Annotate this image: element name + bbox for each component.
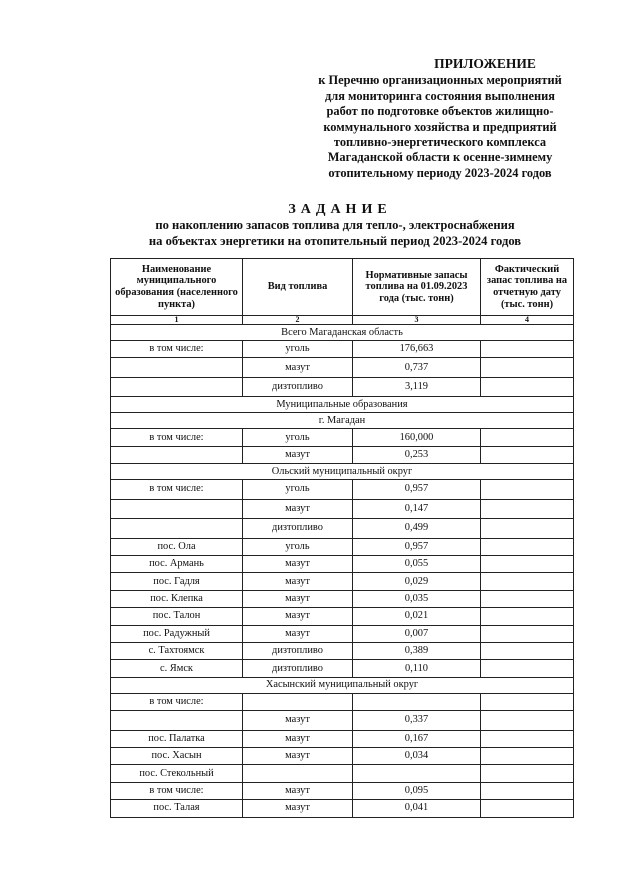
table-row: [111, 765, 574, 782]
municipality-cell: [111, 446, 243, 463]
actual-reserve-cell: [481, 499, 574, 519]
table-row: [111, 341, 574, 358]
norm-reserve-cell: 0,147: [353, 499, 481, 519]
table-row: [111, 429, 574, 446]
fuel-type-cell: мазут: [243, 556, 353, 573]
actual-reserve-cell: [481, 573, 574, 590]
table-row: [111, 782, 574, 799]
norm-reserve-cell: 0,029: [353, 573, 481, 590]
municipality-cell: в том числе:: [111, 480, 243, 500]
table-row: [111, 643, 574, 660]
norm-reserve-cell: 0,737: [353, 358, 481, 378]
column-number: 4: [481, 316, 574, 325]
fuel-type-cell: уголь: [243, 429, 353, 446]
table-body: [111, 325, 574, 818]
actual-reserve-cell: [481, 590, 574, 607]
fuel-reserves-table: [110, 258, 574, 818]
actual-reserve-cell: [481, 625, 574, 642]
municipality-cell: с. Ямск: [111, 660, 243, 677]
fuel-type-cell: мазут: [243, 590, 353, 607]
norm-reserve-cell: 0,007: [353, 625, 481, 642]
actual-reserve-cell: [481, 538, 574, 555]
fuel-type-cell: мазут: [243, 608, 353, 625]
norm-reserve-cell: 3,119: [353, 377, 481, 397]
task-title: ЗАДАНИЕ: [288, 202, 392, 217]
table-row: [111, 608, 574, 625]
municipality-cell: [111, 711, 243, 731]
table-row: [111, 730, 574, 747]
fuel-type-cell: мазут: [243, 446, 353, 463]
column-number: 3: [353, 316, 481, 325]
fuel-type-cell: [243, 693, 353, 710]
actual-reserve-cell: [481, 660, 574, 677]
appendix-block: [290, 56, 590, 181]
fuel-type-cell: мазут: [243, 782, 353, 799]
norm-reserve-cell: [353, 693, 481, 710]
appendix-line: Магаданской области к осенне-зимнему: [327, 150, 553, 165]
fuel-type-cell: мазут: [243, 358, 353, 378]
fuel-type-cell: мазут: [243, 625, 353, 642]
table-row: [111, 446, 574, 463]
fuel-type-cell: дизтопливо: [243, 660, 353, 677]
municipality-cell: пос. Ола: [111, 538, 243, 555]
norm-reserve-cell: 176,663: [353, 341, 481, 358]
actual-reserve-cell: [481, 608, 574, 625]
municipality-cell: пос. Армань: [111, 556, 243, 573]
norm-reserve-cell: [353, 765, 481, 782]
appendix-line: отопительному периоду 2023-2024 годов: [328, 165, 552, 180]
fuel-type-cell: мазут: [243, 499, 353, 519]
norm-reserve-cell: 0,041: [353, 800, 481, 817]
appendix-line: коммунального хозяйства и предприятий: [323, 119, 557, 134]
municipality-cell: пос. Радужный: [111, 625, 243, 642]
norm-reserve-cell: 160,000: [353, 429, 481, 446]
header-norm-reserve: Нормативные запасы топлива на 01.09.2023 года (тыс. тонн): [353, 259, 481, 316]
table-row: [111, 748, 574, 765]
norm-reserve-cell: 0,389: [353, 643, 481, 660]
fuel-type-cell: [243, 765, 353, 782]
header-municipality: Наименование муниципального образования (населенного пункта): [111, 259, 243, 316]
actual-reserve-cell: [481, 429, 574, 446]
norm-reserve-cell: 0,337: [353, 711, 481, 731]
fuel-type-cell: уголь: [243, 480, 353, 500]
fuel-type-cell: мазут: [243, 711, 353, 731]
fuel-type-cell: дизтопливо: [243, 519, 353, 539]
norm-reserve-cell: 0,957: [353, 538, 481, 555]
municipality-cell: в том числе:: [111, 693, 243, 710]
section-heading: Всего Магаданская область: [111, 325, 574, 341]
table-row: [111, 397, 574, 413]
column-number: 2: [243, 316, 353, 325]
task-subtitle-line: на объектах энергетики на отопительный период 2023-2024 годов: [148, 233, 522, 248]
table-row: [111, 677, 574, 693]
actual-reserve-cell: [481, 730, 574, 747]
table-row: [111, 480, 574, 500]
table-row: [111, 711, 574, 731]
fuel-type-cell: мазут: [243, 748, 353, 765]
actual-reserve-cell: [481, 519, 574, 539]
table-row: [111, 625, 574, 642]
section-heading: Хасынский муниципальный округ: [111, 677, 574, 693]
table-row: [111, 800, 574, 817]
table-row: [111, 660, 574, 677]
actual-reserve-cell: [481, 693, 574, 710]
appendix-line: топливно-энергетического комплекса: [333, 135, 547, 150]
norm-reserve-cell: 0,167: [353, 730, 481, 747]
header-fuel-type: Вид топлива: [243, 259, 353, 316]
actual-reserve-cell: [481, 643, 574, 660]
fuel-type-cell: уголь: [243, 341, 353, 358]
municipality-cell: [111, 499, 243, 519]
municipality-cell: пос. Клепка: [111, 590, 243, 607]
table-row: [111, 464, 574, 480]
column-number: 1: [111, 316, 243, 325]
actual-reserve-cell: [481, 556, 574, 573]
fuel-type-cell: мазут: [243, 730, 353, 747]
fuel-type-cell: уголь: [243, 538, 353, 555]
actual-reserve-cell: [481, 480, 574, 500]
municipality-cell: в том числе:: [111, 429, 243, 446]
table-row: [111, 556, 574, 573]
section-heading: Ольский муниципальный округ: [111, 464, 574, 480]
norm-reserve-cell: 0,110: [353, 660, 481, 677]
municipality-cell: в том числе:: [111, 341, 243, 358]
table-row: [111, 499, 574, 519]
table-row: [111, 413, 574, 429]
task-subtitle: [100, 218, 570, 249]
norm-reserve-cell: 0,095: [353, 782, 481, 799]
table-row: [111, 377, 574, 397]
appendix-line: к Перечню организационных мероприятий: [318, 73, 562, 88]
table-row: [111, 519, 574, 539]
municipality-cell: пос. Талон: [111, 608, 243, 625]
municipality-cell: пос. Хасын: [111, 748, 243, 765]
header-actual-reserve: Фактический запас топлива на отчетную дату (тыс. тонн): [481, 259, 574, 316]
table-row: [111, 358, 574, 378]
norm-reserve-cell: 0,035: [353, 590, 481, 607]
norm-reserve-cell: 0,055: [353, 556, 481, 573]
municipality-cell: [111, 358, 243, 378]
actual-reserve-cell: [481, 446, 574, 463]
norm-reserve-cell: 0,034: [353, 748, 481, 765]
table-row: [111, 590, 574, 607]
fuel-type-cell: мазут: [243, 800, 353, 817]
appendix-line: для мониторинга состояния выполнения: [325, 88, 555, 103]
table-row: [111, 538, 574, 555]
municipality-cell: пос. Талая: [111, 800, 243, 817]
section-heading: Муниципальные образования: [111, 397, 574, 413]
fuel-type-cell: дизтопливо: [243, 377, 353, 397]
fuel-type-cell: мазут: [243, 573, 353, 590]
municipality-cell: с. Тахтоямск: [111, 643, 243, 660]
municipality-cell: в том числе:: [111, 782, 243, 799]
actual-reserve-cell: [481, 341, 574, 358]
table-row: [111, 325, 574, 341]
table-row: [111, 573, 574, 590]
actual-reserve-cell: [481, 748, 574, 765]
appendix-heading: ПРИЛОЖЕНИЕ: [434, 56, 536, 71]
municipality-cell: [111, 377, 243, 397]
municipality-cell: пос. Палатка: [111, 730, 243, 747]
municipality-cell: пос. Гадля: [111, 573, 243, 590]
municipality-cell: [111, 519, 243, 539]
actual-reserve-cell: [481, 377, 574, 397]
norm-reserve-cell: 0,957: [353, 480, 481, 500]
table-row: [111, 693, 574, 710]
fuel-type-cell: дизтопливо: [243, 643, 353, 660]
actual-reserve-cell: [481, 711, 574, 731]
appendix-line: работ по подготовке объектов жилищно-: [326, 104, 554, 119]
norm-reserve-cell: 0,253: [353, 446, 481, 463]
norm-reserve-cell: 0,021: [353, 608, 481, 625]
actual-reserve-cell: [481, 765, 574, 782]
section-heading: г. Магадан: [111, 413, 574, 429]
municipality-cell: пос. Стекольный: [111, 765, 243, 782]
task-subtitle-line: по накоплению запасов топлива для тепло-, электроснабжения: [155, 218, 515, 232]
actual-reserve-cell: [481, 358, 574, 378]
actual-reserve-cell: [481, 800, 574, 817]
norm-reserve-cell: 0,499: [353, 519, 481, 539]
actual-reserve-cell: [481, 782, 574, 799]
